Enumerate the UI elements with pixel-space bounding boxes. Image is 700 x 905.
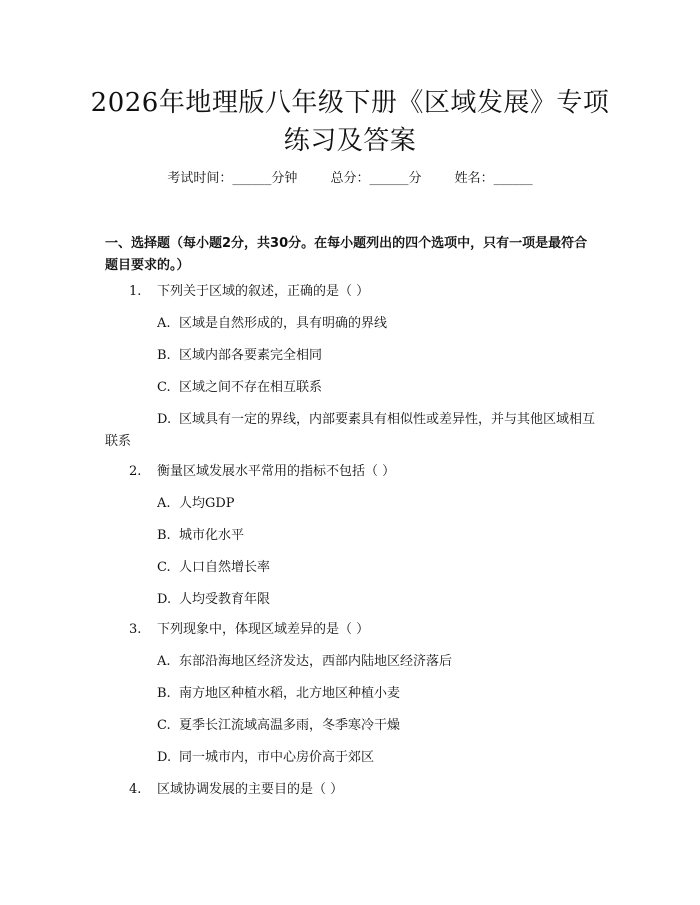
option-text: 人口自然增长率 <box>179 560 271 575</box>
option-letter: C. <box>157 380 171 395</box>
question-3 <box>105 619 600 641</box>
option-text: 区域具有一定的界线，内部要素具有相似性或差异性，并与其他区域相互联系 <box>105 412 596 449</box>
option-letter: D. <box>157 750 172 765</box>
question-4 <box>105 779 600 801</box>
option-text: 夏季长江流域高温多雨，冬季寒冷干燥 <box>179 718 401 733</box>
option-1b <box>105 345 600 367</box>
option-2c <box>105 557 600 579</box>
option-text: 同一城市内，市中心房价高于郊区 <box>179 750 375 765</box>
option-2d <box>105 589 600 611</box>
option-letter: B. <box>157 348 171 363</box>
option-letter: C. <box>157 718 171 733</box>
question-number: 3. <box>129 622 142 637</box>
option-3d <box>105 747 600 769</box>
option-text: 区域之间不存在相互联系 <box>179 380 323 395</box>
option-3b <box>105 683 600 705</box>
option-1d <box>105 409 600 453</box>
question-1 <box>105 281 600 303</box>
exam-time-field: 考试时间：______分钟 <box>167 171 298 186</box>
option-letter: A. <box>157 496 171 511</box>
option-letter: B. <box>157 528 171 543</box>
option-text: 南方地区种植水稻，北方地区种植小麦 <box>179 686 401 701</box>
name-field: 姓名：______ <box>454 171 533 186</box>
section-heading: 一、选择题（每小题2分，共30分。在每小题列出的四个选项中，只有一项是最符合题目要求的。） <box>105 236 588 273</box>
option-1a <box>105 313 600 335</box>
document-title: 2026年地理版八年级下册《区域发展》专项练习及答案 <box>90 88 610 156</box>
option-letter: D. <box>157 412 172 427</box>
question-number: 4. <box>129 782 142 797</box>
option-letter: C. <box>157 560 171 575</box>
option-letter: B. <box>157 686 171 701</box>
question-text: 下列现象中，体现区域差异的是（ ） <box>157 622 370 637</box>
option-text: 区域内部各要素完全相同 <box>179 348 323 363</box>
question-text: 下列关于区域的叙述，正确的是（ ） <box>157 284 370 299</box>
question-text: 衡量区域发展水平常用的指标不包括（ ） <box>157 464 396 479</box>
option-2a <box>105 493 600 515</box>
option-text: 东部沿海地区经济发达，西部内陆地区经济落后 <box>179 654 453 669</box>
question-2 <box>105 461 600 483</box>
total-score-field: 总分：______分 <box>330 171 422 186</box>
question-text: 区域协调发展的主要目的是（ ） <box>157 782 344 797</box>
option-letter: D. <box>157 592 172 607</box>
option-2b <box>105 525 600 547</box>
exam-info-line <box>0 170 700 188</box>
option-text: 城市化水平 <box>179 528 245 543</box>
question-number: 2. <box>129 464 142 479</box>
option-3c <box>105 715 600 737</box>
option-text: 人均GDP <box>179 496 235 511</box>
option-1c <box>105 377 600 399</box>
question-number: 1. <box>129 284 142 299</box>
option-letter: A. <box>157 654 171 669</box>
option-letter: A. <box>157 316 171 331</box>
option-3a <box>105 651 600 673</box>
option-text: 区域是自然形成的，具有明确的界线 <box>179 316 388 331</box>
option-text: 人均受教育年限 <box>179 592 271 607</box>
